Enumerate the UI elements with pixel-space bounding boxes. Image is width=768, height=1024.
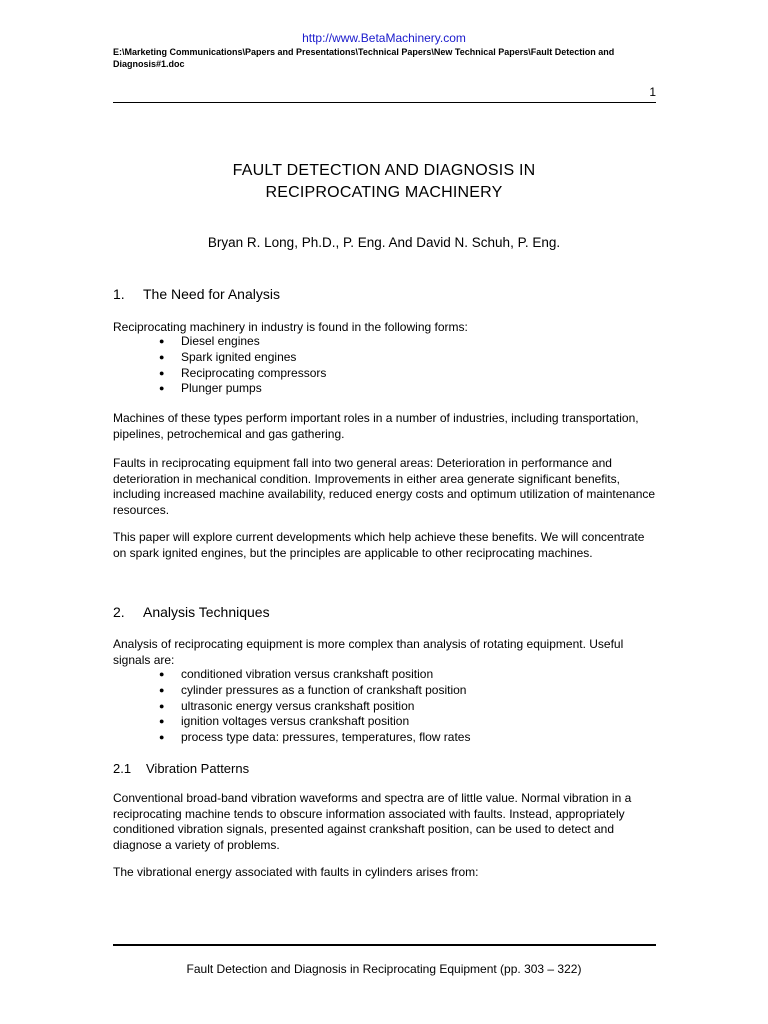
section-1-intro: Reciprocating machinery in industry is found in the following forms: (113, 320, 468, 334)
bullet-icon: ● (159, 351, 165, 362)
header-divider (113, 102, 656, 103)
page-number: 1 (649, 85, 656, 99)
subsection-2-1-heading (113, 761, 249, 776)
bullet-icon: ● (159, 336, 165, 346)
list-item: ● Diesel engines (159, 334, 260, 348)
section-title: Analysis Techniques (143, 604, 270, 620)
section-number: 2.1 (113, 761, 132, 776)
list-item: ● conditioned vibration versus crankshaft position (159, 667, 434, 681)
list-item: ● ignition voltages versus crankshaft position (159, 714, 410, 729)
section-1-paragraph-3: This paper will explore current developments which help achieve these benefits. We will concentrate on spark ignited engines, but the principles are applicable to other reciprocating machines. (113, 530, 645, 560)
section-2-intro: Analysis of reciprocating equipment is more complex than analysis of rotating equipment. Useful signals are: (113, 637, 624, 667)
bullet-icon: ● (159, 732, 165, 743)
section-number: 1. (113, 286, 125, 302)
document-title (0, 160, 768, 204)
section-1-paragraph-2: Faults in reciprocating equipment fall into two general areas: Deterioration in performance and deterioration in mechanical condition. Improvements in either area generate significant benefits, including increased machine availability, reduced energy costs and optimum utilization of maintenance resources. (113, 456, 656, 517)
authors: Bryan R. Long, Ph.D., P. Eng. And David N. Schuh, P. Eng. (207, 235, 561, 250)
list-item: ● Reciprocating compressors (159, 365, 327, 380)
footer-divider (113, 944, 656, 946)
section-2-bullet-list (113, 667, 470, 746)
list-item: ● cylinder pressures as a function of crankshaft position (159, 682, 467, 697)
section-1-heading (113, 286, 280, 302)
section-1-bullet-list (113, 334, 326, 397)
subsection-2-1-paragraph-2: The vibrational energy associated with faults in cylinders arises from: (113, 865, 479, 879)
list-item: ● ultrasonic energy versus crankshaft position (159, 698, 415, 713)
bullet-icon: ● (159, 367, 165, 378)
section-2-heading (113, 604, 270, 620)
subsection-2-1-paragraph-1: Conventional broad-band vibration waveforms and spectra are of little value. Normal vibration in a reciprocating machine tends to obscure information associated with faults. Instead, appropriately conditioned vibration signals, presented against crankshaft position, can be used to detect and diagnose a variety of problems. (113, 791, 632, 852)
bullet-icon: ● (159, 700, 165, 711)
section-title: Vibration Patterns (146, 761, 250, 776)
section-number: 2. (113, 604, 125, 620)
bullet-icon: ● (159, 669, 165, 679)
title-line-1: FAULT DETECTION AND DIAGNOSIS IN (232, 162, 536, 179)
title-line-2: RECIPROCATING MACHINERY (265, 184, 503, 201)
bullet-icon: ● (159, 684, 165, 695)
section-title: The Need for Analysis (143, 286, 280, 302)
list-item: ● Spark ignited engines (159, 349, 297, 364)
file-path: E:\Marketing Communications\Papers and Presentations\Technical Papers\New Technical Papers\Fault Detection and Diagnosis#1.doc (113, 47, 615, 69)
page-footer: Fault Detection and Diagnosis in Reciprocating Equipment (pp. 303 – 322) (186, 962, 582, 976)
list-item: ● process type data: pressures, temperatures, flow rates (159, 730, 471, 745)
bullet-icon: ● (159, 716, 165, 727)
bullet-icon: ● (159, 383, 165, 394)
list-item: ● Plunger pumps (159, 381, 262, 396)
section-1-paragraph-1: Machines of these types perform important roles in a number of industries, including transportation, pipelines, petrochemical and gas gathering. (113, 411, 639, 441)
website-link[interactable]: http://www.BetaMachinery.com (302, 31, 466, 45)
